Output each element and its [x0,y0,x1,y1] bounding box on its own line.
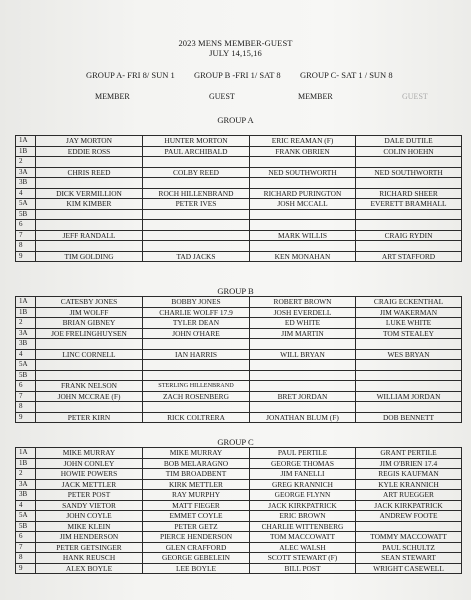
member-2-cell [250,220,356,231]
guest-2-cell: WRIGHT CASEWELL [356,563,462,574]
group-a-title: GROUP A [217,115,254,125]
tee-slot-cell: 9 [16,563,36,574]
member-2-cell [250,360,356,371]
guest-1-cell: PAUL ARCHIBALD [143,146,250,157]
member-2-cell: BRET JORDAN [250,391,356,402]
tee-slot-cell: 6 [16,220,36,231]
guest-1-cell: ZACH ROSENBERG [143,391,250,402]
tee-slot-cell: 6 [16,381,36,392]
member-1-cell [36,360,143,371]
table-row [16,136,462,147]
tee-slot-cell: 2 [16,157,36,168]
guest-1-cell: COLBY REED [143,167,250,178]
guest-label-1: GUEST [209,92,235,101]
table-row [16,402,462,413]
member-label-1: MEMBER [95,92,130,101]
group-b-title: GROUP B [217,286,254,296]
table-row [16,178,462,189]
guest-2-cell [356,360,462,371]
table-row [16,458,462,469]
guest-2-cell [356,209,462,220]
table-row [16,500,462,511]
member-1-cell: TIM GOLDING [36,251,143,262]
guest-2-cell: DALE DUTILE [356,136,462,147]
guest-2-cell: REGIS KAUFMAN [356,469,462,480]
table-row [16,241,462,252]
guest-1-cell: TIM BROADBENT [143,469,250,480]
tee-slot-cell: 7 [16,230,36,241]
guest-2-cell [356,370,462,381]
guest-2-cell: ART RUEGGER [356,490,462,501]
member-2-cell [250,370,356,381]
table-row [16,167,462,178]
tee-slot-cell: 3A [16,167,36,178]
guest-1-cell: ROCH HILLENBRAND [143,188,250,199]
member-1-cell: HANK REUSCH [36,553,143,564]
member-2-cell: JOSH MCCALL [250,199,356,210]
member-2-cell [250,178,356,189]
guest-1-cell [143,230,250,241]
guest-1-cell: TAD JACKS [143,251,250,262]
guest-2-cell: JIM O'BRIEN 17.4 [356,458,462,469]
member-2-cell: ERIC BROWN [250,511,356,522]
guest-1-cell [143,241,250,252]
tee-slot-cell: 9 [16,251,36,262]
table-row [16,188,462,199]
member-1-cell: DICK VERMILLION [36,188,143,199]
member-1-cell: HOWIE POWERS [36,469,143,480]
table-row [16,297,462,308]
tee-slot-cell: 1A [16,136,36,147]
table-row [16,479,462,490]
guest-1-cell: PIERCE HENDERSON [143,532,250,543]
member-2-cell [250,157,356,168]
guest-2-cell: KYLE KRANNICH [356,479,462,490]
member-2-cell [250,339,356,350]
member-1-cell: JACK METTLER [36,479,143,490]
member-label-2: MEMBER [298,92,333,101]
member-1-cell: PETER KIRN [36,412,143,423]
guest-1-cell: IAN HARRIS [143,349,250,360]
tee-slot-cell: 5B [16,521,36,532]
guest-1-cell: PETER GETZ [143,521,250,532]
member-2-cell: JONATHAN BLUM (F) [250,412,356,423]
table-row [16,563,462,574]
member-1-cell: JOE FRELINGHUYSEN [36,328,143,339]
member-2-cell: JIM FANELLI [250,469,356,480]
tee-slot-cell: 3A [16,328,36,339]
guest-2-cell: EVERETT BRAMHALL [356,199,462,210]
member-1-cell [36,402,143,413]
table-row [16,209,462,220]
guest-1-cell [143,157,250,168]
table-row [16,230,462,241]
tee-slot-cell: 1B [16,307,36,318]
tee-slot-cell: 8 [16,553,36,564]
tee-slot-cell: 5A [16,360,36,371]
guest-2-cell: CRAIG RYDIN [356,230,462,241]
tee-slot-cell: 2 [16,318,36,329]
member-1-cell: CATESBY JONES [36,297,143,308]
member-2-cell: WILL BRYAN [250,349,356,360]
guest-1-cell: RAY MURPHY [143,490,250,501]
table-row [16,521,462,532]
member-1-cell: JAY MORTON [36,136,143,147]
member-1-cell: JIM WOLFF [36,307,143,318]
tee-slot-cell: 4 [16,188,36,199]
member-2-cell: GEORGE THOMAS [250,458,356,469]
tee-slot-cell: 3B [16,178,36,189]
table-row [16,381,462,392]
tee-slot-cell: 7 [16,391,36,402]
member-1-cell: SANDY VIETOR [36,500,143,511]
guest-2-cell [356,339,462,350]
table-row [16,220,462,231]
tee-slot-cell: 4 [16,500,36,511]
group-c-table [15,447,462,574]
tee-slot-cell: 5A [16,511,36,522]
member-1-cell [36,209,143,220]
guest-1-cell: STERLING HILLENBRAND [143,381,250,392]
tee-slot-cell: 3A [16,479,36,490]
group-b-schedule: GROUP B -FRI 1/ SAT 8 [194,70,281,80]
tee-slot-cell: 1B [16,458,36,469]
guest-2-cell: JIM WAKERMAN [356,307,462,318]
guest-1-cell: BOBBY JONES [143,297,250,308]
tee-slot-cell: 4 [16,349,36,360]
guest-2-cell [356,220,462,231]
guest-2-cell: GRANT PERTILE [356,448,462,459]
tee-slot-cell: 6 [16,532,36,543]
member-2-cell: MARK WILLIS [250,230,356,241]
guest-1-cell: TYLER DEAN [143,318,250,329]
guest-2-cell: CRAIG ECKENTHAL [356,297,462,308]
member-1-cell: MIKE MURRAY [36,448,143,459]
guest-1-cell: LEE BOYLE [143,563,250,574]
member-1-cell: KIM KIMBER [36,199,143,210]
guest-2-cell: LUKE WHITE [356,318,462,329]
guest-2-cell [356,178,462,189]
group-a-schedule: GROUP A- FRI 8/ SUN 1 [86,70,175,80]
member-1-cell [36,241,143,252]
group-a-table [15,135,462,262]
member-2-cell [250,381,356,392]
guest-2-cell [356,402,462,413]
guest-2-cell: SEAN STEWART [356,553,462,564]
member-2-cell: FRANK OBRIEN [250,146,356,157]
guest-1-cell [143,370,250,381]
table-row [16,412,462,423]
member-2-cell [250,209,356,220]
member-1-cell: MIKE KLEIN [36,521,143,532]
guest-1-cell: RICK COLTRERA [143,412,250,423]
member-1-cell: EDDIE ROSS [36,146,143,157]
member-2-cell: ROBERT BROWN [250,297,356,308]
table-row [16,391,462,402]
member-1-cell [36,157,143,168]
member-2-cell: NED SOUTHWORTH [250,167,356,178]
member-2-cell: ERIC REAMAN (F) [250,136,356,147]
tee-slot-cell: 9 [16,412,36,423]
guest-2-cell: PAUL SCHULTZ [356,542,462,553]
member-1-cell [36,220,143,231]
guest-2-cell: DOB BENNETT [356,412,462,423]
guest-2-cell [356,157,462,168]
member-1-cell: JOHN COYLE [36,511,143,522]
group-c-title: GROUP C [217,437,254,447]
member-1-cell: FRANK NELSON [36,381,143,392]
guest-2-cell: NED SOUTHWORTH [356,167,462,178]
member-1-cell: ALEX BOYLE [36,563,143,574]
group-c-schedule: GROUP C- SAT 1 / SUN 8 [300,70,393,80]
table-row [16,360,462,371]
member-2-cell: JACK KIRKPATRICK [250,500,356,511]
table-row [16,349,462,360]
guest-2-cell: JACK KIRKPATRICK [356,500,462,511]
tee-slot-cell: 5B [16,209,36,220]
member-2-cell: PAUL PERTILE [250,448,356,459]
guest-2-cell: TOM STEALEY [356,328,462,339]
guest-2-cell [356,521,462,532]
member-1-cell [36,370,143,381]
guest-2-cell: COLIN HOEHN [356,146,462,157]
guest-1-cell [143,360,250,371]
member-2-cell: ED WHITE [250,318,356,329]
member-2-cell: GEORGE FLYNN [250,490,356,501]
guest-2-cell [356,381,462,392]
table-row [16,469,462,480]
guest-2-cell [356,241,462,252]
guest-2-cell: ANDREW FOOTE [356,511,462,522]
tee-slot-cell: 1A [16,448,36,459]
guest-1-cell: MIKE MURRAY [143,448,250,459]
tee-slot-cell: 3B [16,490,36,501]
guest-1-cell [143,178,250,189]
table-row [16,490,462,501]
member-1-cell: BRIAN GIBNEY [36,318,143,329]
guest-1-cell [143,220,250,231]
group-b-table [15,296,462,423]
member-2-cell: ALEC WALSH [250,542,356,553]
guest-1-cell: BOB MELARAGNO [143,458,250,469]
guest-2-cell: WES BRYAN [356,349,462,360]
table-row [16,370,462,381]
member-1-cell: LINC CORNELL [36,349,143,360]
table-row [16,251,462,262]
table-row [16,542,462,553]
guest-1-cell [143,339,250,350]
member-2-cell: CHARLIE WITTENBERG [250,521,356,532]
member-1-cell: JIM HENDERSON [36,532,143,543]
table-row [16,553,462,564]
tee-slot-cell: 8 [16,241,36,252]
table-row [16,339,462,350]
member-1-cell: CHRIS REED [36,167,143,178]
member-2-cell: RICHARD PURINGTON [250,188,356,199]
member-1-cell: JOHN MCCRAE (F) [36,391,143,402]
member-2-cell: TOM MACCOWATT [250,532,356,543]
member-1-cell: PETER GETSINGER [36,542,143,553]
table-row [16,511,462,522]
guest-2-cell: ART STAFFORD [356,251,462,262]
member-2-cell: BILL POST [250,563,356,574]
guest-1-cell: GLEN CRAFFORD [143,542,250,553]
guest-1-cell [143,402,250,413]
tee-slot-cell: 8 [16,402,36,413]
member-2-cell: GREG KRANNICH [250,479,356,490]
guest-1-cell: PETER IVES [143,199,250,210]
tee-slot-cell: 2 [16,469,36,480]
guest-2-cell: WILLIAM JORDAN [356,391,462,402]
tee-slot-cell: 7 [16,542,36,553]
table-row [16,307,462,318]
guest-2-cell: TOMMY MACCOWATT [356,532,462,543]
guest-1-cell: KIRK METTLER [143,479,250,490]
table-row [16,157,462,168]
guest-1-cell: CHARLIE WOLFF 17.9 [143,307,250,318]
guest-label-2: GUEST [402,92,428,101]
guest-1-cell: GEORGE GEBELEIN [143,553,250,564]
tee-slot-cell: 5B [16,370,36,381]
member-1-cell [36,339,143,350]
table-row [16,146,462,157]
tee-slot-cell: 1B [16,146,36,157]
tee-slot-cell: 5A [16,199,36,210]
event-dates: JULY 14,15,16 [209,48,262,58]
guest-2-cell: RICHARD SHEER [356,188,462,199]
tee-slot-cell: 3B [16,339,36,350]
event-title: 2023 MENS MEMBER-GUEST [178,38,293,48]
member-1-cell: PETER POST [36,490,143,501]
member-1-cell: JEFF RANDALL [36,230,143,241]
member-2-cell: KEN MONAHAN [250,251,356,262]
guest-1-cell: HUNTER MORTON [143,136,250,147]
table-row [16,328,462,339]
member-2-cell [250,402,356,413]
table-row [16,318,462,329]
table-row [16,448,462,459]
table-row [16,199,462,210]
tee-slot-cell: 1A [16,297,36,308]
member-1-cell [36,178,143,189]
guest-1-cell [143,209,250,220]
guest-1-cell: JOHN O'HARE [143,328,250,339]
member-2-cell: JIM MARTIN [250,328,356,339]
table-row [16,532,462,543]
member-2-cell: SCOTT STEWART (F) [250,553,356,564]
member-2-cell [250,241,356,252]
member-1-cell: JOHN CONLEY [36,458,143,469]
guest-1-cell: MATT FIEGER [143,500,250,511]
guest-1-cell: EMMET COYLE [143,511,250,522]
member-2-cell: JOSH EVERDELL [250,307,356,318]
